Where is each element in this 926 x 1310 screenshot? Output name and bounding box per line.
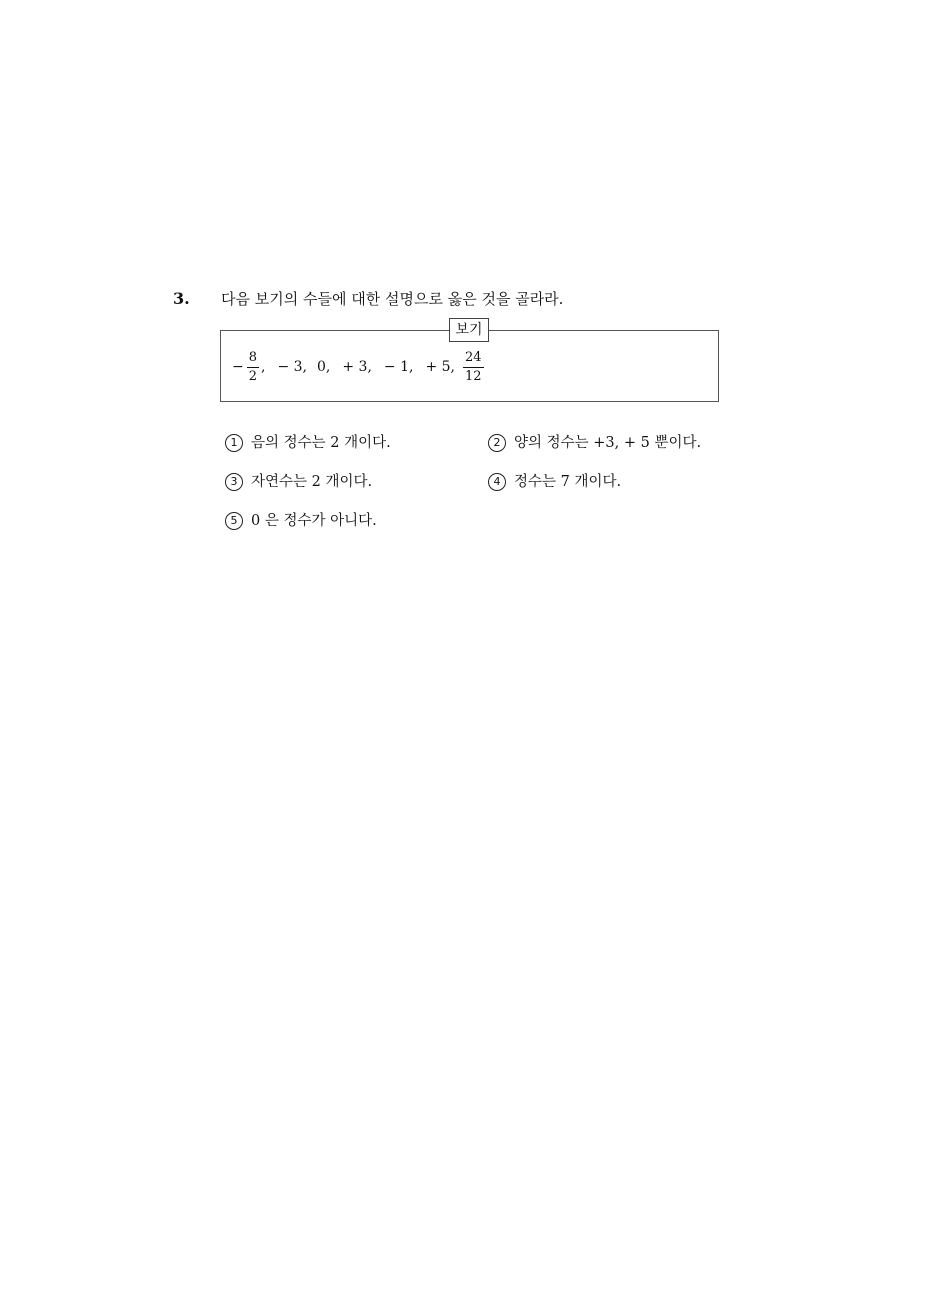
fraction-bar (463, 367, 484, 368)
term-4: + 3, (342, 359, 372, 375)
term-5: − 1, (383, 359, 414, 375)
term-7-numerator: 24 (465, 349, 482, 365)
bogi-label: 보기 (449, 318, 489, 342)
choice-4-marker: 4 (488, 473, 506, 491)
choice-1[interactable] (225, 433, 391, 453)
term-6: + 5, (425, 359, 456, 375)
choice-2-marker: 2 (488, 434, 506, 452)
term-2: − 3, (277, 359, 308, 375)
choice-2[interactable] (488, 433, 701, 453)
question-text: 다음 보기의 수들에 대한 설명으로 옳은 것을 골라라. (221, 290, 564, 308)
term-1-denominator: 2 (248, 368, 258, 384)
term-1-sign: − (232, 359, 244, 375)
term-1-separator: , (261, 359, 266, 375)
choice-3-marker: 3 (225, 473, 243, 491)
question-number: 3. (173, 289, 190, 308)
choice-2-text: 양의 정수는 +3, + 5 뿐이다. (514, 435, 702, 451)
term-3: 0, (317, 359, 331, 375)
term-7-denominator: 12 (465, 368, 482, 384)
choice-5-marker: 5 (225, 512, 243, 530)
term-1-numerator: 8 (248, 349, 258, 365)
term-7-fraction (463, 350, 484, 385)
bogi-number-list (232, 347, 486, 387)
choice-5-text: 0 은 정수가 아니다. (251, 513, 377, 529)
choice-1-marker: 1 (225, 434, 243, 452)
choice-4[interactable] (488, 472, 621, 492)
choice-3[interactable] (225, 472, 372, 492)
choice-3-text: 자연수는 2 개이다. (251, 474, 373, 490)
choice-1-text: 음의 정수는 2 개이다. (251, 435, 391, 451)
fraction-bar (247, 367, 259, 368)
choice-5[interactable] (225, 511, 377, 531)
choice-4-text: 정수는 7 개이다. (514, 474, 622, 490)
term-1-fraction (247, 350, 259, 385)
